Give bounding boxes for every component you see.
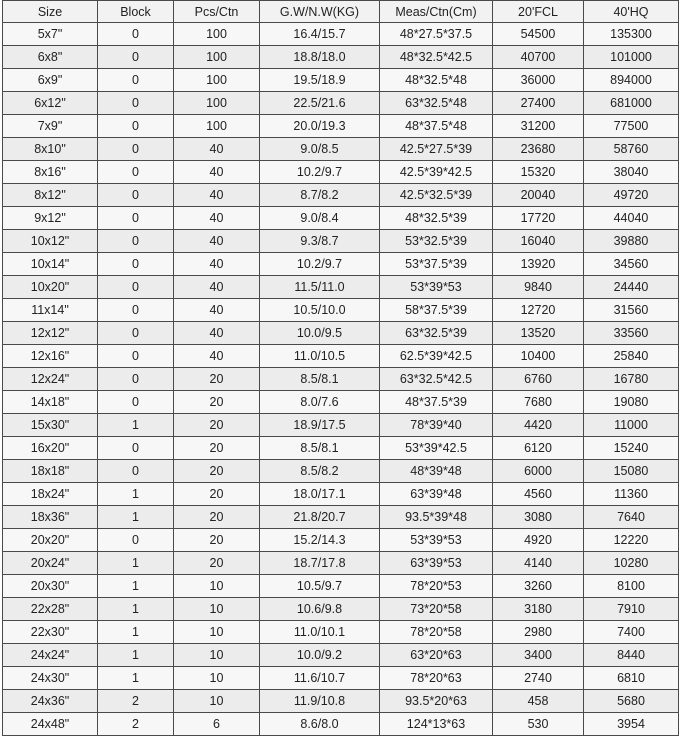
cell-meas-ctn: 73*20*58 [380,598,493,621]
cell-pcs-ctn: 20 [174,483,260,506]
cell-gw-nw: 19.5/18.9 [260,69,380,92]
cell-size: 15x30" [3,414,98,437]
cell-gw-nw: 10.2/9.7 [260,253,380,276]
cell-hq-40: 34560 [584,253,679,276]
cell-fcl-20: 4420 [493,414,584,437]
cell-size: 22x28" [3,598,98,621]
cell-meas-ctn: 124*13*63 [380,713,493,736]
cell-gw-nw: 8.0/7.6 [260,391,380,414]
cell-size: 8x12" [3,184,98,207]
cell-size: 24x36" [3,690,98,713]
cell-block: 0 [98,207,174,230]
cell-fcl-20: 20040 [493,184,584,207]
cell-hq-40: 58760 [584,138,679,161]
cell-block: 1 [98,667,174,690]
cell-size: 11x14" [3,299,98,322]
cell-fcl-20: 13920 [493,253,584,276]
cell-hq-40: 44040 [584,207,679,230]
cell-pcs-ctn: 40 [174,138,260,161]
cell-hq-40: 38040 [584,161,679,184]
cell-fcl-20: 458 [493,690,584,713]
table-row [3,184,679,207]
table-row [3,483,679,506]
cell-block: 0 [98,253,174,276]
cell-gw-nw: 10.5/9.7 [260,575,380,598]
cell-meas-ctn: 78*20*53 [380,575,493,598]
cell-fcl-20: 12720 [493,299,584,322]
cell-fcl-20: 3080 [493,506,584,529]
cell-gw-nw: 8.5/8.1 [260,368,380,391]
cell-meas-ctn: 42.5*32.5*39 [380,184,493,207]
table-row [3,46,679,69]
cell-block: 0 [98,23,174,46]
cell-block: 1 [98,575,174,598]
spec-table [2,0,679,736]
cell-size: 9x12" [3,207,98,230]
cell-fcl-20: 3260 [493,575,584,598]
cell-hq-40: 135300 [584,23,679,46]
cell-meas-ctn: 93.5*39*48 [380,506,493,529]
table-row [3,598,679,621]
cell-fcl-20: 530 [493,713,584,736]
table-row [3,253,679,276]
table-row [3,92,679,115]
cell-size: 12x16" [3,345,98,368]
column-header-meas-ctn: Meas/Ctn(Cm) [380,1,493,23]
table-row [3,575,679,598]
cell-size: 7x9" [3,115,98,138]
cell-meas-ctn: 62.5*39*42.5 [380,345,493,368]
cell-hq-40: 3954 [584,713,679,736]
cell-block: 0 [98,460,174,483]
cell-meas-ctn: 53*39*42.5 [380,437,493,460]
cell-fcl-20: 10400 [493,345,584,368]
cell-block: 0 [98,391,174,414]
cell-meas-ctn: 63*20*63 [380,644,493,667]
cell-pcs-ctn: 6 [174,713,260,736]
cell-gw-nw: 10.6/9.8 [260,598,380,621]
cell-block: 0 [98,276,174,299]
column-header-pcs-ctn: Pcs/Ctn [174,1,260,23]
cell-fcl-20: 27400 [493,92,584,115]
cell-gw-nw: 8.6/8.0 [260,713,380,736]
cell-fcl-20: 54500 [493,23,584,46]
cell-size: 12x24" [3,368,98,391]
cell-meas-ctn: 63*39*48 [380,483,493,506]
cell-hq-40: 10280 [584,552,679,575]
cell-fcl-20: 36000 [493,69,584,92]
cell-fcl-20: 31200 [493,115,584,138]
cell-fcl-20: 13520 [493,322,584,345]
cell-hq-40: 39880 [584,230,679,253]
cell-hq-40: 8440 [584,644,679,667]
table-row [3,552,679,575]
cell-size: 18x36" [3,506,98,529]
cell-size: 22x30" [3,621,98,644]
spec-table-container [2,0,678,732]
cell-gw-nw: 21.8/20.7 [260,506,380,529]
cell-gw-nw: 11.0/10.1 [260,621,380,644]
table-row [3,138,679,161]
cell-gw-nw: 18.0/17.1 [260,483,380,506]
cell-pcs-ctn: 20 [174,368,260,391]
cell-pcs-ctn: 20 [174,437,260,460]
cell-pcs-ctn: 20 [174,552,260,575]
table-row [3,69,679,92]
cell-meas-ctn: 53*39*53 [380,276,493,299]
cell-meas-ctn: 93.5*20*63 [380,690,493,713]
cell-size: 8x16" [3,161,98,184]
cell-fcl-20: 40700 [493,46,584,69]
cell-block: 1 [98,621,174,644]
cell-hq-40: 16780 [584,368,679,391]
cell-size: 8x10" [3,138,98,161]
cell-hq-40: 15240 [584,437,679,460]
cell-size: 20x20" [3,529,98,552]
cell-block: 0 [98,230,174,253]
cell-block: 0 [98,69,174,92]
cell-block: 0 [98,161,174,184]
cell-block: 1 [98,644,174,667]
cell-pcs-ctn: 40 [174,299,260,322]
cell-meas-ctn: 78*20*63 [380,667,493,690]
cell-pcs-ctn: 20 [174,391,260,414]
cell-block: 0 [98,138,174,161]
cell-size: 18x24" [3,483,98,506]
cell-hq-40: 77500 [584,115,679,138]
cell-gw-nw: 10.5/10.0 [260,299,380,322]
cell-fcl-20: 4140 [493,552,584,575]
column-header-size: Size [3,1,98,23]
cell-pcs-ctn: 100 [174,69,260,92]
cell-pcs-ctn: 40 [174,230,260,253]
table-row [3,207,679,230]
cell-pcs-ctn: 10 [174,644,260,667]
cell-size: 24x30" [3,667,98,690]
table-row [3,644,679,667]
cell-size: 12x12" [3,322,98,345]
cell-meas-ctn: 53*39*53 [380,529,493,552]
cell-gw-nw: 11.6/10.7 [260,667,380,690]
cell-pcs-ctn: 10 [174,621,260,644]
table-row [3,391,679,414]
cell-hq-40: 11000 [584,414,679,437]
cell-meas-ctn: 48*37.5*39 [380,391,493,414]
cell-block: 0 [98,299,174,322]
cell-block: 1 [98,598,174,621]
table-row [3,276,679,299]
cell-meas-ctn: 48*39*48 [380,460,493,483]
cell-meas-ctn: 48*37.5*48 [380,115,493,138]
cell-pcs-ctn: 100 [174,46,260,69]
cell-gw-nw: 9.3/8.7 [260,230,380,253]
cell-block: 0 [98,322,174,345]
cell-size: 24x48" [3,713,98,736]
cell-fcl-20: 6000 [493,460,584,483]
cell-hq-40: 25840 [584,345,679,368]
cell-gw-nw: 8.5/8.2 [260,460,380,483]
table-row [3,621,679,644]
cell-size: 20x24" [3,552,98,575]
cell-block: 0 [98,529,174,552]
table-body [3,23,679,736]
cell-gw-nw: 10.0/9.2 [260,644,380,667]
column-header-gw-nw: G.W/N.W(KG) [260,1,380,23]
cell-gw-nw: 8.5/8.1 [260,437,380,460]
cell-pcs-ctn: 100 [174,23,260,46]
cell-block: 2 [98,690,174,713]
cell-hq-40: 101000 [584,46,679,69]
cell-fcl-20: 15320 [493,161,584,184]
cell-hq-40: 7910 [584,598,679,621]
table-row [3,667,679,690]
cell-fcl-20: 6120 [493,437,584,460]
cell-meas-ctn: 48*32.5*39 [380,207,493,230]
cell-block: 0 [98,345,174,368]
cell-size: 5x7" [3,23,98,46]
table-row [3,322,679,345]
cell-gw-nw: 11.9/10.8 [260,690,380,713]
cell-block: 0 [98,437,174,460]
cell-pcs-ctn: 100 [174,115,260,138]
table-row [3,299,679,322]
cell-hq-40: 31560 [584,299,679,322]
cell-block: 1 [98,483,174,506]
cell-pcs-ctn: 40 [174,276,260,299]
cell-fcl-20: 6760 [493,368,584,391]
cell-block: 0 [98,46,174,69]
table-row [3,690,679,713]
cell-hq-40: 12220 [584,529,679,552]
cell-block: 0 [98,115,174,138]
cell-pcs-ctn: 10 [174,575,260,598]
cell-meas-ctn: 63*39*53 [380,552,493,575]
cell-size: 10x12" [3,230,98,253]
cell-fcl-20: 2980 [493,621,584,644]
cell-size: 14x18" [3,391,98,414]
cell-hq-40: 33560 [584,322,679,345]
cell-hq-40: 8100 [584,575,679,598]
table-row [3,529,679,552]
cell-meas-ctn: 78*20*58 [380,621,493,644]
cell-size: 6x12" [3,92,98,115]
cell-gw-nw: 8.7/8.2 [260,184,380,207]
table-row [3,345,679,368]
cell-hq-40: 7400 [584,621,679,644]
table-row [3,506,679,529]
cell-hq-40: 24440 [584,276,679,299]
cell-pcs-ctn: 10 [174,690,260,713]
cell-fcl-20: 3180 [493,598,584,621]
cell-gw-nw: 10.0/9.5 [260,322,380,345]
cell-size: 6x8" [3,46,98,69]
cell-gw-nw: 16.4/15.7 [260,23,380,46]
cell-pcs-ctn: 40 [174,345,260,368]
cell-meas-ctn: 63*32.5*42.5 [380,368,493,391]
cell-pcs-ctn: 40 [174,253,260,276]
cell-hq-40: 7640 [584,506,679,529]
table-row [3,713,679,736]
cell-pcs-ctn: 20 [174,414,260,437]
cell-gw-nw: 18.7/17.8 [260,552,380,575]
cell-fcl-20: 3400 [493,644,584,667]
table-row [3,161,679,184]
cell-pcs-ctn: 20 [174,529,260,552]
cell-gw-nw: 18.9/17.5 [260,414,380,437]
cell-meas-ctn: 53*37.5*39 [380,253,493,276]
cell-hq-40: 15080 [584,460,679,483]
cell-hq-40: 49720 [584,184,679,207]
table-row [3,368,679,391]
cell-hq-40: 11360 [584,483,679,506]
table-row [3,414,679,437]
cell-size: 10x20" [3,276,98,299]
cell-size: 20x30" [3,575,98,598]
cell-block: 1 [98,414,174,437]
table-row [3,23,679,46]
cell-gw-nw: 20.0/19.3 [260,115,380,138]
cell-meas-ctn: 63*32.5*48 [380,92,493,115]
cell-pcs-ctn: 40 [174,161,260,184]
cell-meas-ctn: 42.5*27.5*39 [380,138,493,161]
column-header-block: Block [98,1,174,23]
cell-meas-ctn: 48*32.5*42.5 [380,46,493,69]
cell-size: 6x9" [3,69,98,92]
table-row [3,115,679,138]
cell-hq-40: 19080 [584,391,679,414]
cell-meas-ctn: 42.5*39*42.5 [380,161,493,184]
cell-meas-ctn: 58*37.5*39 [380,299,493,322]
cell-gw-nw: 18.8/18.0 [260,46,380,69]
cell-size: 10x14" [3,253,98,276]
cell-fcl-20: 23680 [493,138,584,161]
cell-pcs-ctn: 40 [174,184,260,207]
cell-pcs-ctn: 40 [174,207,260,230]
cell-fcl-20: 16040 [493,230,584,253]
table-header-row [3,1,679,23]
cell-pcs-ctn: 20 [174,460,260,483]
cell-gw-nw: 11.5/11.0 [260,276,380,299]
cell-pcs-ctn: 20 [174,506,260,529]
cell-fcl-20: 7680 [493,391,584,414]
cell-gw-nw: 22.5/21.6 [260,92,380,115]
cell-size: 24x24" [3,644,98,667]
cell-fcl-20: 17720 [493,207,584,230]
cell-pcs-ctn: 10 [174,667,260,690]
cell-meas-ctn: 48*32.5*48 [380,69,493,92]
cell-block: 1 [98,552,174,575]
cell-block: 0 [98,92,174,115]
cell-fcl-20: 9840 [493,276,584,299]
table-row [3,437,679,460]
cell-pcs-ctn: 40 [174,322,260,345]
cell-fcl-20: 2740 [493,667,584,690]
cell-gw-nw: 10.2/9.7 [260,161,380,184]
table-row [3,230,679,253]
cell-hq-40: 5680 [584,690,679,713]
cell-block: 0 [98,184,174,207]
column-header-hq-40: 40'HQ [584,1,679,23]
cell-hq-40: 681000 [584,92,679,115]
cell-size: 18x18" [3,460,98,483]
cell-hq-40: 6810 [584,667,679,690]
cell-gw-nw: 9.0/8.5 [260,138,380,161]
cell-pcs-ctn: 10 [174,598,260,621]
cell-gw-nw: 9.0/8.4 [260,207,380,230]
cell-gw-nw: 11.0/10.5 [260,345,380,368]
cell-block: 1 [98,506,174,529]
cell-meas-ctn: 53*32.5*39 [380,230,493,253]
cell-meas-ctn: 78*39*40 [380,414,493,437]
cell-gw-nw: 15.2/14.3 [260,529,380,552]
cell-block: 0 [98,368,174,391]
cell-block: 2 [98,713,174,736]
cell-pcs-ctn: 100 [174,92,260,115]
cell-meas-ctn: 63*32.5*39 [380,322,493,345]
cell-hq-40: 894000 [584,69,679,92]
cell-fcl-20: 4920 [493,529,584,552]
cell-fcl-20: 4560 [493,483,584,506]
cell-meas-ctn: 48*27.5*37.5 [380,23,493,46]
cell-size: 16x20" [3,437,98,460]
table-row [3,460,679,483]
column-header-fcl-20: 20'FCL [493,1,584,23]
